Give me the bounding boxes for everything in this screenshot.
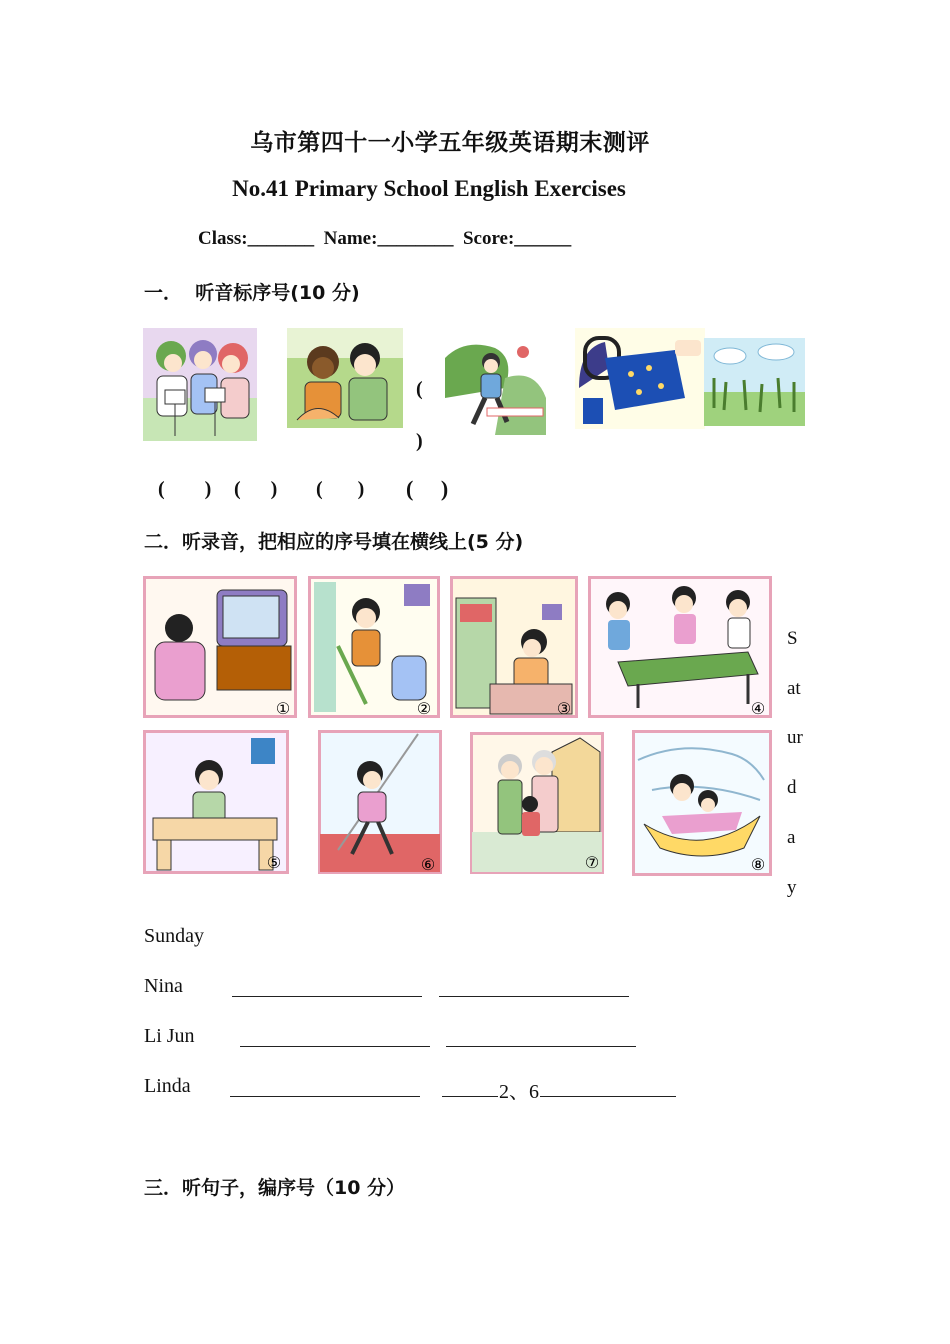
picture-number-8: ⑧ bbox=[750, 857, 766, 874]
linda-sunday-blank[interactable] bbox=[442, 1096, 676, 1097]
student-info-row bbox=[198, 228, 571, 250]
picture-5-homework bbox=[143, 730, 289, 874]
nina-sunday-blank[interactable] bbox=[439, 996, 629, 997]
saturday-char-1: S bbox=[787, 628, 798, 649]
picture-number-6: ⑥ bbox=[420, 857, 436, 874]
name-blank[interactable]: ________ bbox=[377, 228, 463, 249]
linda-sunday-answer: 2、6 bbox=[498, 1075, 540, 1104]
section-2-heading: 二．听录音，把相应的序号填在横线上(5 分) bbox=[144, 531, 524, 553]
class-blank[interactable]: _______ bbox=[247, 228, 324, 249]
boy-running-picture bbox=[445, 338, 546, 435]
row-label-nina: Nina bbox=[144, 975, 183, 997]
answer-paren-2[interactable]: ( ) bbox=[234, 478, 278, 500]
section-1-heading: 一． 听音标序号(10 分) bbox=[144, 282, 360, 304]
picture-number-4: ④ bbox=[750, 701, 766, 718]
saturday-char-2: at bbox=[787, 678, 801, 699]
title-chinese: 乌市第四十一小学五年级英语期末测评 bbox=[250, 130, 650, 156]
section-3-heading: 三．听句子，编序号（10 分） bbox=[144, 1177, 406, 1199]
picture-1-watching-tv bbox=[143, 576, 297, 718]
answer-paren-4[interactable]: ( ) bbox=[406, 476, 449, 501]
saturday-char-5: a bbox=[787, 827, 796, 848]
class-label: Class: bbox=[198, 228, 248, 249]
picture-3-reading bbox=[450, 576, 578, 718]
nina-saturday-blank[interactable] bbox=[232, 996, 422, 997]
saturday-char-4: d bbox=[787, 777, 797, 798]
mid-paren-open: ( bbox=[416, 378, 423, 400]
answer-paren-1[interactable]: ( ) bbox=[158, 478, 212, 500]
park-picture bbox=[704, 338, 805, 426]
saturday-char-3: ur bbox=[787, 727, 803, 748]
row-label-li-jun: Li Jun bbox=[144, 1025, 195, 1047]
row-label-linda: Linda bbox=[144, 1075, 191, 1097]
sunday-label: Sunday bbox=[144, 925, 204, 947]
score-label: Score: bbox=[462, 228, 515, 249]
picture-4-ping-pong bbox=[588, 576, 772, 718]
picture-number-2: ② bbox=[416, 701, 432, 718]
score-blank[interactable]: ______ bbox=[514, 228, 572, 249]
picture-number-5: ⑤ bbox=[266, 855, 282, 872]
lijun-saturday-blank[interactable] bbox=[240, 1046, 430, 1047]
blanket-picture bbox=[575, 328, 705, 429]
picture-8-boating bbox=[632, 730, 772, 876]
title-english: No.41 Primary School English Exercises bbox=[232, 176, 626, 201]
answer-paren-3[interactable]: ( ) bbox=[316, 478, 365, 500]
picture-6-playing bbox=[318, 730, 442, 874]
name-label: Name: bbox=[323, 228, 378, 249]
boy-hurt-picture bbox=[287, 328, 403, 428]
lijun-sunday-blank[interactable] bbox=[446, 1046, 636, 1047]
picture-number-7: ⑦ bbox=[584, 855, 600, 872]
students-singing-picture bbox=[143, 328, 257, 441]
picture-7-grandparents bbox=[470, 732, 604, 874]
mid-paren-close: ) bbox=[416, 430, 423, 452]
picture-number-3: ③ bbox=[556, 701, 572, 718]
linda-saturday-blank[interactable] bbox=[230, 1096, 420, 1097]
picture-2-sweeping bbox=[308, 576, 440, 718]
saturday-char-6: y bbox=[787, 877, 797, 898]
picture-number-1: ① bbox=[275, 701, 291, 718]
